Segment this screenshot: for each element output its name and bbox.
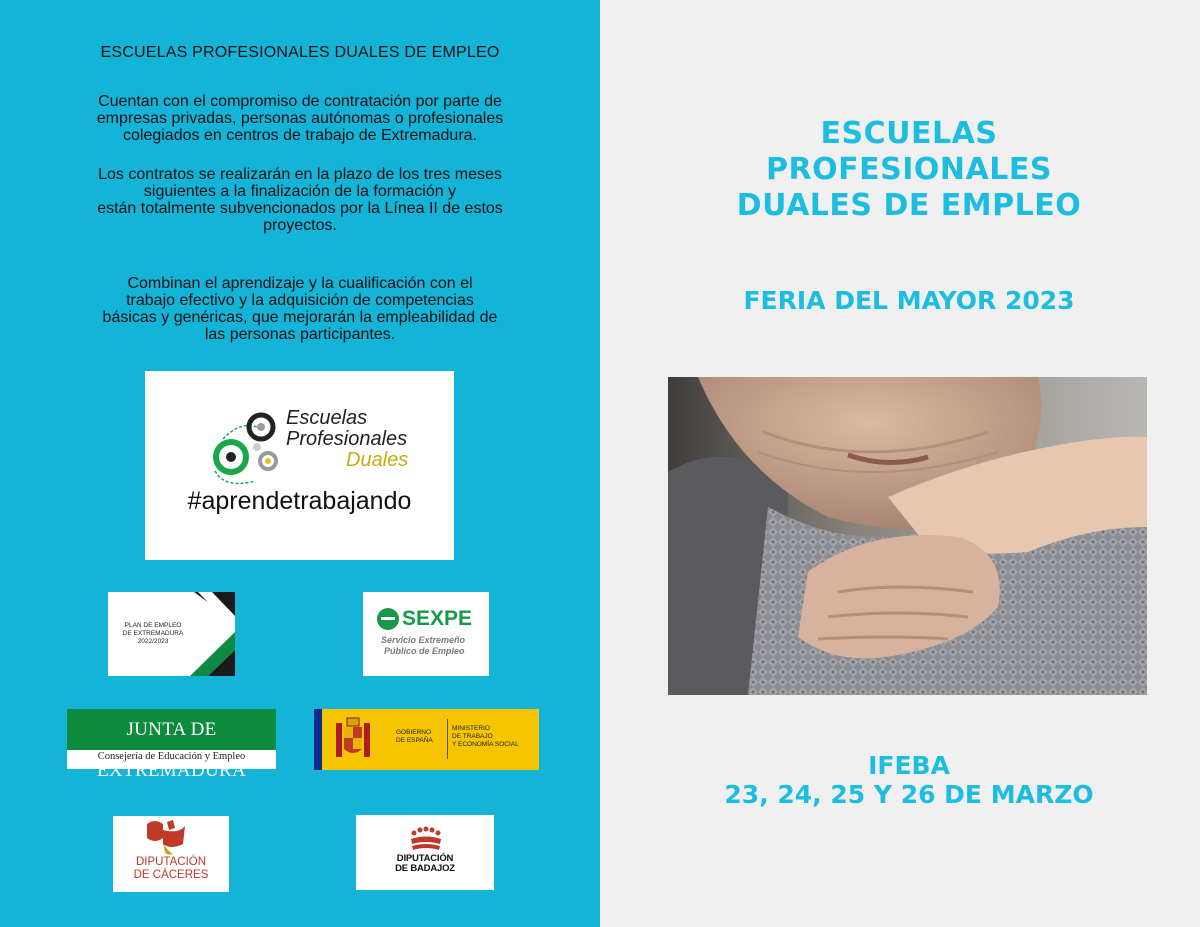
photo-illustration — [668, 377, 1147, 695]
para-line: siguientes a la finalización de la formación y — [143, 183, 457, 200]
plan-empleo-logo — [108, 592, 235, 676]
para-line: las personas participantes. — [204, 326, 396, 343]
diputacion-badajoz-logo — [356, 815, 494, 890]
main-logo-text — [286, 408, 408, 471]
sexpe-line1: Servicio Extremeño — [381, 635, 466, 645]
ministerio-line: DE TRABAJO — [452, 733, 493, 740]
eu-flag-icon — [314, 709, 322, 770]
sexpe-logo — [363, 592, 489, 676]
plan-line: PLAN DE EMPLEO — [124, 622, 182, 629]
sexpe-e-icon — [363, 592, 489, 676]
badajoz-line: DIPUTACIÓN — [396, 853, 454, 864]
diputacion-caceres-logo — [113, 816, 229, 892]
main-logo-line3: Duales — [346, 449, 409, 471]
elderly-hands-photo — [668, 377, 1147, 695]
para-line: colegiados en centros de trabajo de Extremadura. — [123, 127, 477, 144]
para-line: básicas y genéricas, que mejorarán la empleabilidad de — [102, 309, 498, 326]
para-line: Combinan el aprendizaje y la cualificación con el — [127, 275, 473, 292]
escuelas-profesionales-duales-logo — [145, 371, 454, 560]
venue-name: IFEBA — [868, 751, 950, 780]
paragraph-contracts — [30, 166, 570, 234]
para-line: están totalmente subvencionados por la Línea II de estos — [97, 200, 503, 217]
ministerio-line: MINISTERIO — [452, 725, 490, 732]
hashtag-text: #aprendetrabajando — [187, 487, 412, 515]
para-line: Los contratos se realizarán en la plazo de los tres meses — [98, 166, 502, 183]
junta-sub: Consejería de Educación y Empleo — [97, 751, 246, 762]
caceres-line: DE CÁCERES — [133, 869, 209, 881]
para-line: proyectos. — [263, 217, 337, 234]
right-title — [600, 116, 1200, 224]
junta-name: JUNTA DE EXTREMADURA — [67, 709, 276, 750]
sexpe-name: SEXPE — [402, 607, 473, 630]
para-line: trabajo efectivo y la adquisición de competencias — [126, 292, 474, 309]
para-line: Cuentan con el compromiso de contratación por parte de — [98, 93, 502, 110]
event-subtitle: FERIA DEL MAYOR 2023 — [743, 286, 1075, 315]
gobierno-line: GOBIERNO — [396, 729, 432, 736]
title-line: ESCUELAS — [820, 116, 998, 151]
title-line: PROFESIONALES — [766, 152, 1052, 187]
plan-line: DE EXTREMADURA — [122, 630, 184, 637]
main-logo-line1: Escuelas — [286, 407, 368, 429]
divider — [447, 719, 448, 759]
plan-empleo-shapes-icon — [108, 592, 235, 676]
ministerio-line: Y ECONOMÍA SOCIAL — [452, 741, 519, 748]
left-heading: ESCUELAS PROFESIONALES DUALES DE EMPLEO — [100, 44, 500, 61]
plan-line: 2022/2023 — [137, 638, 169, 645]
main-logo-line2: Profesionales — [286, 428, 408, 450]
junta-extremadura-logo — [67, 709, 276, 781]
title-line: DUALES DE EMPLEO — [736, 188, 1082, 223]
gobierno-espana-logo — [314, 709, 539, 770]
gobierno-line: DE ESPAÑA — [396, 737, 433, 744]
event-dates: 23, 24, 25 Y 26 DE MARZO — [724, 780, 1094, 809]
caceres-line: DIPUTACIÓN — [135, 856, 207, 868]
para-line: empresas privadas, personas autónomas o profesionales — [96, 110, 504, 127]
sexpe-line2: Público de Empleo — [384, 646, 465, 656]
paragraph-contracting — [30, 93, 570, 144]
badajoz-line: DE BADAJOZ — [395, 863, 455, 874]
event-venue — [600, 751, 1200, 809]
coat-of-arms-icon — [322, 709, 382, 770]
paragraph-combine — [30, 275, 570, 343]
